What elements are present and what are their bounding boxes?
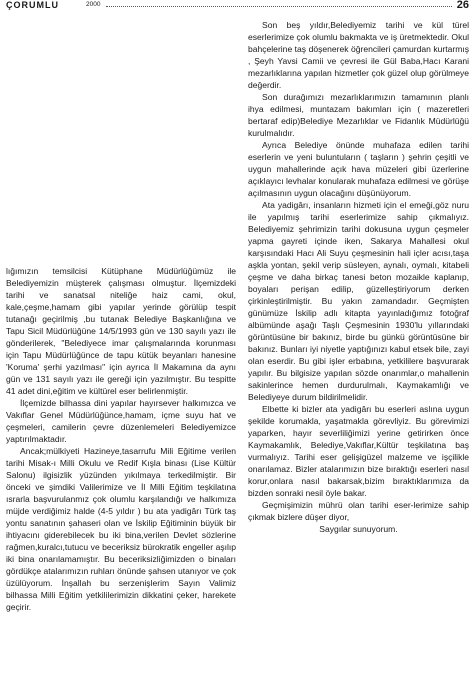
page-header [0, 0, 474, 12]
closing-line: Saygılar sunuyorum. [319, 524, 398, 534]
left-paragraph-1: lığımızın temsilcisi Kütüphane Müdürlüğümüz ile Belediyemizin müşterek çalışması olmuştur. İlçemizdeki tarihi ve sanatsal niteliğe haiz cami, okul, kale,çeşme,hamam gibi yapılar yerinde görülüp tespit tutanağı geçirilmiş ,bu tutanak Belediye Başkanlığına ve Tapu Sicil Müdürlüğüne 14/5/1993 gün ve 130 sayılı yazı ile gönderilerek, "Belediyece imar çalışmalarında korunması için Tapu Müdürlüğünce de tapu kütük beyanları hanesine 'Koruma' şerhi yazılması" için ayrıca İl Makamına da aynı gün ve 131 sayılı yazı ile gereği için yazılmıştır. Bu tespitte 41 adet dini,eğitim ve kültürel eser belirlenmiştir. [6, 266, 236, 396]
right-paragraph-3: Ayrıca Belediye önünde muhafaza edilen tarihi eserlerin ve yeni buluntuların ( taşların ) şehrin çeşitli ve uygun mahallerinde açık hava müzeleri gibi üzerlerine açıklayıcı levhalar konularak muhafaza edilmesi ve görüşe açılmasının uygun olacağını düşünüyorum. [248, 140, 469, 198]
issue-year: 2000 [86, 1, 101, 8]
header-leader-line [106, 6, 452, 7]
right-column [248, 19, 469, 535]
right-paragraph-4: Ata yadigârı, insanların hizmeti için el emeği,göz nuru ile yapılmış tarihi eserlerimize sahip çıkmalıyız. Belediyemiz şehrimizin tarihi dokusuna uygun çeşmeler yapma gayreti içinde iken, Sakarya Mahallesi okul karşısındaki Hacı Ali Suyu çeşmesinin hali içler acısı,taşa aşkla yontan, şekil verip süsleyen, aynalı, oymalı, kitabeli çeşme ve daha birkaç tanesi beton mozaikle kaplanıp, boyaları perişan edilip, güzelleştiriyorum derken çirkinleştirilmiştir. Bu yakın zamandadır. Geçmişten günümüze İskilip adlı kitapta yayınladığımız fotoğraf albümünde aşağı Taşlı Çeşmesinin 1930'lu yıllarındaki görüntüsüne bir bakınız, birde bu günkü görüntüsüne bir bakınız. Bunları iyi niyetle yaptığınızı kabul etsek bile, zayi olan eserdir. Bu gibi işler erbabına, yetkililere başvurarak yapılır. Bu bilgisize yapılan sözde onarımlar,o mahallenin sakinlerince hemen durdurulmalı, Kaymakamlığı ve Belediyeye durum bildirilmelidir. [248, 200, 469, 402]
left-paragraph-3: Ancak;mülkiyeti Hazineye,tasarrufu Mili Eğitime verilen tarihi Misak-ı Milli Okulu ve Redif Kışla binası (Lise Kültür Salonu) ilgisizlik yüzünden yıkılmaya terkedilmiştir. Bir önceki ve şimdiki Valilerimize ve İl Milli Eğitim teşkilatına ısrarla başvurulanmız çok olumlu karşılandığı ve halkımıza müjde verdiğimiz halde (4-5 yıldır ) bu ata yadigârı Türk taş yontu sanatının şahaseri olan ve İskilip Eğitiminin büyük bir ihtiyacını giderebilecek bu iki bina,verilen Devlet sözlerine rağmen,kuralcı,tutucu ve beceriksiz bürokratik engeller aşılıp iki bina onarılamamıştır. Bu beceriksizliğimizden o binaları gördükçe atalarımızın ruhları önünde şahsen utanıyor ve çok üzülüyorum. İnşallah bu serzenişlerim Sayın Valimiz bilhassa Milli Eğitim yetkililerimizin dikkatini çeker, harekete geçirir. [6, 446, 236, 612]
left-column [6, 265, 236, 613]
right-paragraph-5: Elbette ki bizler ata yadigârı bu eserleri aslına uygun şekilde korumakla, yaşatmakla görevliyiz. Bu görevimizi yaparken, hayır severliliğimizi yerine getirirken önce Kaymakamlık, Belediye,Vakıflar,Kültür teşkilatına baş vurmalıyız. Tarihi eser gelişigüzel malzeme ve işçilikle onarılamaz. Bizler atalarımızın bize bıraktığı eserleri nasıl korur,onlara nasıl bakarsak,bizim bıraktıklarımıza da bizden sonraki nesil öyle bakar. [248, 404, 469, 498]
right-paragraph-2: Son durağımızı mezarlıklarımızın tamamının planlı ihya edilmesi, muntazam bakımları için ( mazeretleri bertaraf edip)Belediye Mezarlıklar ve Fidanlık Müdürlüğü kurulmalıdır. [248, 92, 469, 138]
right-paragraph-6: Geçmişimizin mührü olan tarihi eser-lerimize sahip çıkmak bizlere düşer diyor, [248, 500, 469, 522]
right-paragraph-1: Son beş yıldır,Belediyemiz tarihi ve kül türel eserlerimize çok olumlu bakmakta ve iş üretmektedir. Okul bahçelerine taş döşenerek öğrencileri çamurdan kurtarmış , Şeyh Yavsi Camii ve çevresi ile Gül Baba,Hacı Karani mezarlıklarına yapılan hizmetler çok güzel olup görülmeye değerdir. [248, 20, 469, 90]
magazine-name: ÇORUMLU [6, 0, 59, 10]
left-paragraph-2: İlçemizde bilhassa dini yapılar hayırsever halkımızca ve Vakıflar Genel Müdürlüğünce,hamam, içme suyu hat ve çeşmeleri, camilerin çevre düzenlemeleri Belediyemizce yaptırılmaktadır. [6, 398, 236, 444]
page-number: 26 [456, 0, 469, 11]
